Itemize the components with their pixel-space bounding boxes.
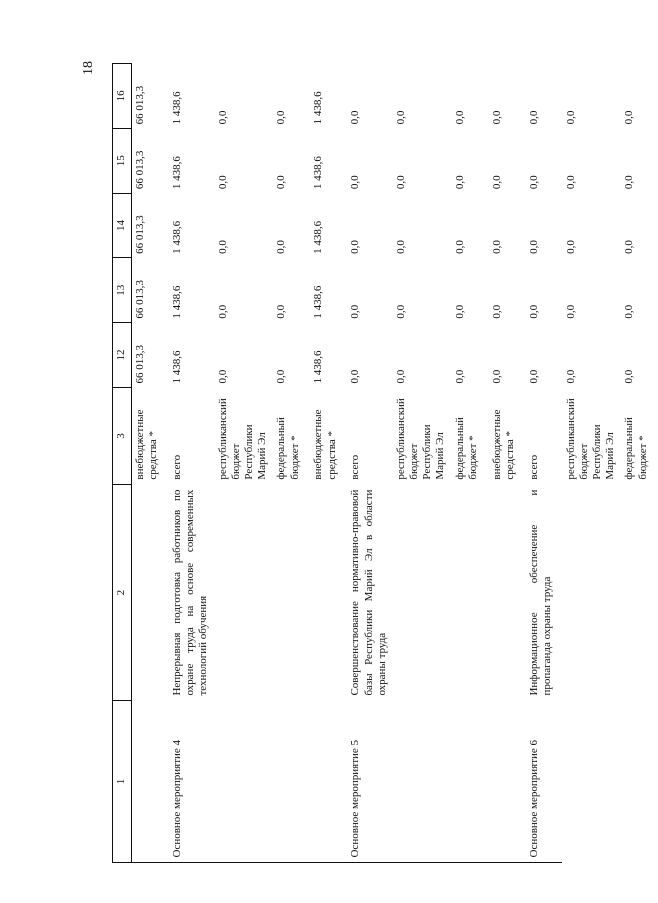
measure-name-cell <box>132 701 170 863</box>
value-cell: 1 438,6 <box>312 285 325 319</box>
measure-name-cell: Основное мероприятие 5 <box>349 739 362 858</box>
value-cell: 0,0 <box>527 175 540 190</box>
budget-table <box>112 63 658 863</box>
measure-description-cell <box>452 485 489 701</box>
column-header: 13 <box>113 258 132 323</box>
value-cell: 0,0 <box>349 240 362 254</box>
measure-description-cell: Совершенствование нормативно-правовой базы Республики Марий Эл в области охраны труда <box>349 489 388 696</box>
measure-description-cell <box>621 485 658 701</box>
value-cell: 0,0 <box>394 304 407 319</box>
measure-name-cell <box>215 701 274 863</box>
value-cell: 0,0 <box>564 240 577 254</box>
measure-name-cell <box>393 701 452 863</box>
measure-name-cell: Основное мероприятие 6 <box>527 739 540 858</box>
funding-source-cell: республиканский бюджет Республики Марий Эл <box>394 398 447 480</box>
value-cell: 0,0 <box>275 240 288 254</box>
value-cell: 0,0 <box>490 240 503 254</box>
value-cell: 0,0 <box>275 110 288 125</box>
table-row <box>526 64 563 863</box>
column-header: 12 <box>113 323 132 388</box>
measure-name-cell <box>489 701 526 863</box>
measure-description-cell <box>310 485 347 701</box>
value-cell: 0,0 <box>275 369 288 384</box>
measure-description-cell: Непрерывная подготовка работников по охране труда на основе современных технологий обучения <box>171 489 210 696</box>
value-cell: 1 438,6 <box>171 285 183 319</box>
value-cell: 0,0 <box>453 304 466 319</box>
measure-description-cell <box>132 485 170 701</box>
value-cell: 1 438,6 <box>312 91 325 125</box>
table-body <box>132 64 658 863</box>
rotated-page-content <box>112 63 649 863</box>
funding-source-cell: внебюджетные средства * <box>134 409 160 480</box>
column-header: 16 <box>113 64 132 129</box>
table-row <box>563 64 622 863</box>
funding-source-cell: республиканский бюджет Республики Марий Эл <box>564 398 617 480</box>
value-cell: 0,0 <box>623 304 636 319</box>
funding-source-cell: федеральный бюджет * <box>623 417 649 480</box>
funding-source-cell: федеральный бюджет * <box>275 417 301 480</box>
measure-description-cell <box>393 485 452 701</box>
table-row <box>273 64 310 863</box>
measure-name-cell <box>621 701 658 863</box>
value-cell: 1 438,6 <box>171 220 183 254</box>
value-cell: 0,0 <box>527 110 540 125</box>
value-cell: 0,0 <box>216 175 229 190</box>
measure-description-cell <box>215 485 274 701</box>
measure-name-cell <box>563 701 622 863</box>
measure-name-cell <box>452 701 489 863</box>
page-number: 18 <box>81 61 96 75</box>
value-cell: 0,0 <box>623 369 636 384</box>
table-row <box>132 64 170 863</box>
value-cell: 1 438,6 <box>171 350 183 384</box>
funding-source-cell: внебюджетные средства * <box>312 409 338 480</box>
table-row <box>169 64 215 863</box>
column-header: 15 <box>113 128 132 193</box>
measure-name-cell: Основное мероприятие 4 <box>171 739 183 858</box>
measure-description-cell <box>273 485 310 701</box>
value-cell: 0,0 <box>490 175 503 190</box>
value-cell: 0,0 <box>349 369 362 384</box>
funding-source-cell: внебюджетные средства * <box>490 409 516 480</box>
funding-source-cell: республиканский бюджет Республики Марий Эл <box>216 398 269 480</box>
value-cell: 0,0 <box>623 175 636 190</box>
measure-description-cell <box>489 485 526 701</box>
column-header: 3 <box>113 387 132 484</box>
value-cell: 66 013,3 <box>134 280 146 319</box>
table-row <box>452 64 489 863</box>
value-cell: 0,0 <box>490 304 503 319</box>
table-row <box>621 64 658 863</box>
measure-name-cell <box>273 701 310 863</box>
value-cell: 0,0 <box>216 240 229 254</box>
value-cell: 66 013,3 <box>134 215 146 254</box>
value-cell: 0,0 <box>564 175 577 190</box>
column-header: 14 <box>113 193 132 258</box>
value-cell: 0,0 <box>564 304 577 319</box>
measure-name-cell <box>310 701 347 863</box>
value-cell: 0,0 <box>453 369 466 384</box>
value-cell: 0,0 <box>349 175 362 190</box>
value-cell: 0,0 <box>453 240 466 254</box>
value-cell: 1 438,6 <box>171 91 183 125</box>
value-cell: 0,0 <box>216 304 229 319</box>
funding-source-cell: всего <box>349 454 362 480</box>
column-header: 2 <box>113 485 132 701</box>
value-cell: 0,0 <box>349 110 362 125</box>
value-cell: 1 438,6 <box>312 220 325 254</box>
value-cell: 0,0 <box>527 369 540 384</box>
value-cell: 0,0 <box>394 240 407 254</box>
value-cell: 1 438,6 <box>171 156 183 190</box>
table-row <box>393 64 452 863</box>
value-cell: 0,0 <box>490 110 503 125</box>
funding-source-cell: всего <box>171 454 183 480</box>
value-cell: 0,0 <box>394 175 407 190</box>
table-row <box>215 64 274 863</box>
value-cell: 0,0 <box>216 110 229 125</box>
value-cell: 0,0 <box>623 110 636 125</box>
value-cell: 0,0 <box>453 175 466 190</box>
value-cell: 0,0 <box>275 175 288 190</box>
value-cell: 0,0 <box>453 110 466 125</box>
funding-source-cell: федеральный бюджет * <box>453 417 479 480</box>
value-cell: 1 438,6 <box>312 350 325 384</box>
value-cell: 66 013,3 <box>134 150 146 190</box>
value-cell: 0,0 <box>216 369 229 384</box>
table-header-row <box>113 64 132 863</box>
value-cell: 0,0 <box>527 304 540 319</box>
value-cell: 0,0 <box>564 369 577 384</box>
funding-source-cell: всего <box>527 454 540 480</box>
value-cell: 0,0 <box>349 304 362 319</box>
table-left-edge <box>130 862 562 863</box>
value-cell: 66 013,3 <box>134 85 146 125</box>
value-cell: 0,0 <box>564 110 577 125</box>
value-cell: 1 438,6 <box>312 156 325 190</box>
value-cell: 0,0 <box>623 240 636 254</box>
value-cell: 0,0 <box>490 369 503 384</box>
table-row <box>310 64 347 863</box>
value-cell: 0,0 <box>527 240 540 254</box>
table-row <box>489 64 526 863</box>
measure-description-cell: Информационное обеспечение и пропаганда охраны труда <box>527 489 553 696</box>
column-header: 1 <box>113 701 132 863</box>
value-cell: 0,0 <box>394 110 407 125</box>
measure-description-cell <box>563 485 622 701</box>
value-cell: 0,0 <box>275 304 288 319</box>
value-cell: 0,0 <box>394 369 407 384</box>
value-cell: 66 013,3 <box>134 344 146 384</box>
table-row <box>347 64 393 863</box>
